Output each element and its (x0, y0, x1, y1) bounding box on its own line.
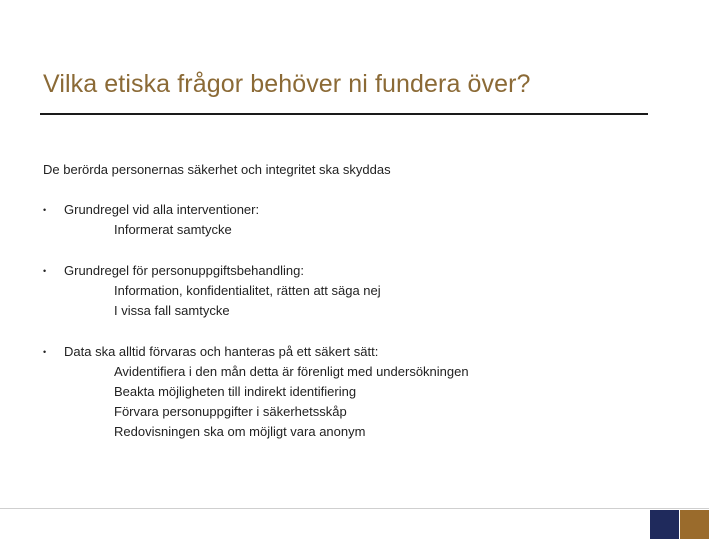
bullet-subitem: Redovisningen ska om möjligt vara anonym (114, 424, 366, 439)
bullet-subitem: I vissa fall samtycke (114, 303, 230, 318)
brand-block-brown (680, 510, 709, 539)
title-divider (40, 113, 648, 115)
bullet-heading: Grundregel för personuppgiftsbehandling: (64, 263, 304, 278)
footer-divider (0, 508, 709, 509)
bullet-heading: Grundregel vid alla interventioner: (64, 202, 260, 217)
bullet-subitem: Förvara personuppgifter i säkerhetsskåp (114, 404, 347, 419)
bullet-subitem: Beakta möjligheten till indirekt identifiering (114, 384, 357, 399)
bullet-subitem: Informerat samtycke (114, 222, 232, 237)
bullet-marker: • (43, 205, 47, 215)
bullet-marker: • (43, 266, 47, 276)
bullet-heading: Data ska alltid förvaras och hanteras på ett säkert sätt: (64, 344, 379, 359)
intro-text: De berörda personernas säkerhet och integritet ska skyddas (43, 162, 391, 177)
bullet-marker: • (43, 347, 47, 357)
bullet-subitem: Information, konfidentialitet, rätten att säga nej (114, 283, 381, 298)
slide-title: Vilka etiska frågor behöver ni fundera över? (43, 70, 531, 98)
bullet-subitem: Avidentifiera i den mån detta är förenligt med undersökningen (114, 364, 469, 379)
brand-block-navy (650, 510, 679, 539)
